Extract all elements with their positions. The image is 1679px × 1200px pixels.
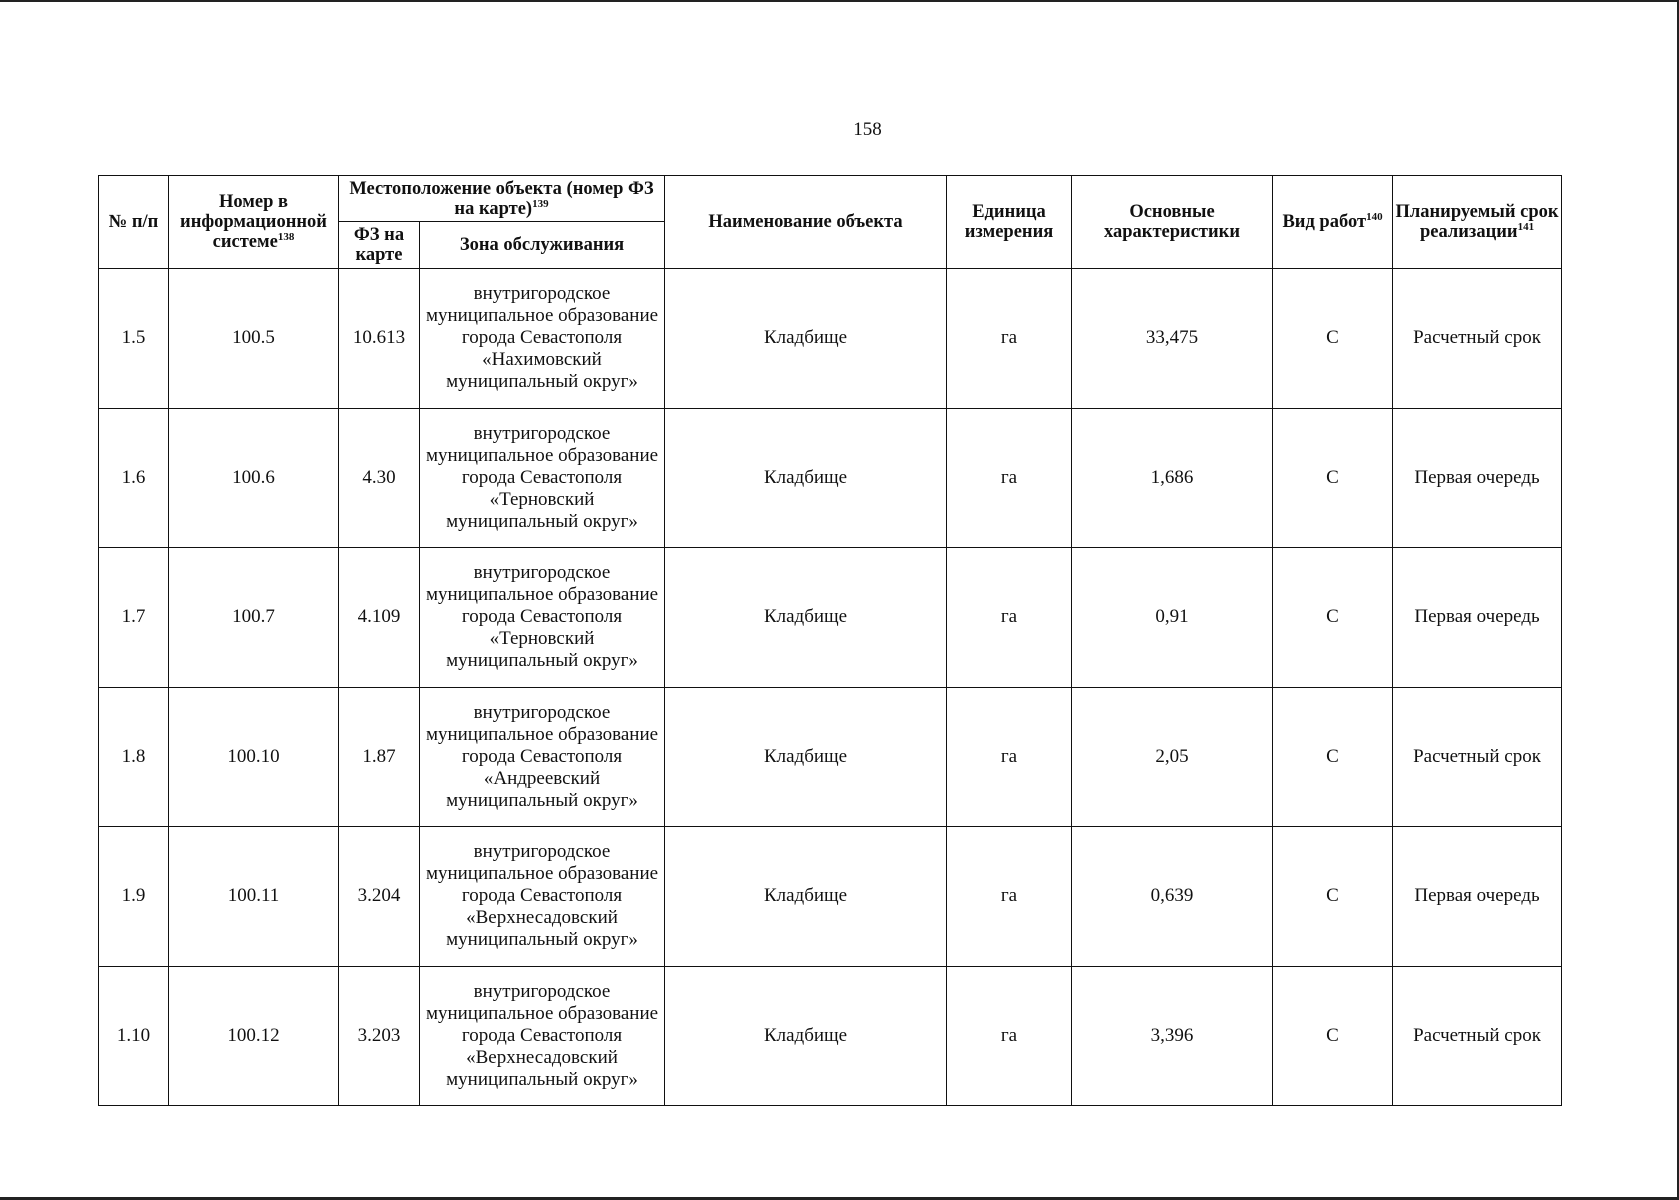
cell-characteristics: 0,91: [1072, 548, 1273, 688]
cell-num: 1.7: [99, 548, 169, 688]
cell-num: 1.5: [99, 269, 169, 409]
cell-work-type: С: [1273, 269, 1393, 409]
cell-unit: га: [947, 548, 1072, 688]
cell-num: 1.9: [99, 827, 169, 967]
cell-fz: 4.30: [339, 408, 420, 548]
cell-name: Кладбище: [665, 827, 947, 967]
cell-num: 1.10: [99, 966, 169, 1106]
cell-zone: внутригородское муниципальное образование города Севастополя «Андреевский муниципальный округ»: [420, 687, 665, 827]
header-service-zone-label: Зона обслуживания: [459, 235, 625, 255]
header-object-name: [665, 176, 947, 269]
page-number: 158: [853, 119, 882, 140]
cell-info-number: 100.7: [169, 548, 339, 688]
footnote-140: 140: [1366, 211, 1383, 223]
header-planned-term: [1393, 176, 1562, 269]
cell-term: Расчетный срок: [1393, 687, 1562, 827]
cell-term: Первая очередь: [1393, 827, 1562, 967]
cell-unit: га: [947, 408, 1072, 548]
cell-unit: га: [947, 827, 1072, 967]
header-work-type-label: Вид работ: [1282, 212, 1367, 232]
table-row: [99, 408, 1562, 548]
header-planned-term-label: Планируемый срок реализации: [1395, 202, 1559, 242]
cell-zone: внутригородское муниципальное образование города Севастополя «Терновский муниципальный округ»: [420, 408, 665, 548]
header-fz-on-map: [339, 222, 420, 269]
scan-edge-top: [0, 0, 1679, 2]
table-row: [99, 827, 1562, 967]
cell-fz: 1.87: [339, 687, 420, 827]
table-body: [99, 269, 1562, 1106]
cell-info-number: 100.12: [169, 966, 339, 1106]
header-location-group-label: Местоположение объекта (номер ФЗ на карте): [349, 178, 654, 219]
cell-info-number: 100.5: [169, 269, 339, 409]
cell-fz: 4.109: [339, 548, 420, 688]
cell-name: Кладбище: [665, 548, 947, 688]
header-info-system-number: [169, 176, 339, 269]
cell-info-number: 100.10: [169, 687, 339, 827]
footnote-138: 138: [277, 231, 295, 243]
cell-unit: га: [947, 269, 1072, 409]
cell-zone: внутригородское муниципальное образование города Севастополя «Верхнесадовский муниципальный округ»: [420, 827, 665, 967]
cell-unit: га: [947, 687, 1072, 827]
objects-table: [98, 175, 1562, 1106]
cell-unit: га: [947, 966, 1072, 1106]
header-unit-label: Единица измерения: [964, 202, 1054, 242]
cell-name: Кладбище: [665, 269, 947, 409]
cell-characteristics: 1,686: [1072, 408, 1273, 548]
cell-num: 1.6: [99, 408, 169, 548]
header-object-name-label: Наименование объекта: [708, 212, 903, 232]
cell-info-number: 100.11: [169, 827, 339, 967]
table-row: [99, 548, 1562, 688]
cell-fz: 10.613: [339, 269, 420, 409]
cell-characteristics: 33,475: [1072, 269, 1273, 409]
cell-work-type: С: [1273, 548, 1393, 688]
cell-zone: внутригородское муниципальное образование города Севастополя «Терновский муниципальный округ»: [420, 548, 665, 688]
cell-work-type: С: [1273, 827, 1393, 967]
header-num-label: № п/п: [108, 212, 159, 232]
table-row: [99, 687, 1562, 827]
cell-name: Кладбище: [665, 408, 947, 548]
cell-name: Кладбище: [665, 687, 947, 827]
header-work-type: [1273, 176, 1393, 269]
cell-num: 1.8: [99, 687, 169, 827]
table-header: [99, 176, 1562, 269]
footnote-141: 141: [1517, 221, 1535, 233]
header-service-zone: [420, 222, 665, 269]
cell-fz: 3.204: [339, 827, 420, 967]
cell-work-type: С: [1273, 687, 1393, 827]
cell-work-type: С: [1273, 966, 1393, 1106]
cell-term: Расчетный срок: [1393, 269, 1562, 409]
table-row: [99, 269, 1562, 409]
header-location-group: [339, 176, 665, 222]
cell-zone: внутригородское муниципальное образование города Севастополя «Нахимовский муниципальный округ»: [420, 269, 665, 409]
cell-characteristics: 3,396: [1072, 966, 1273, 1106]
cell-fz: 3.203: [339, 966, 420, 1106]
footnote-139: 139: [532, 197, 549, 210]
table-row: [99, 966, 1562, 1106]
cell-work-type: С: [1273, 408, 1393, 548]
header-unit: [947, 176, 1072, 269]
header-row-top: [99, 176, 1562, 222]
header-main-characteristics: [1072, 176, 1273, 269]
cell-info-number: 100.6: [169, 408, 339, 548]
cell-characteristics: 2,05: [1072, 687, 1273, 827]
header-num: [99, 176, 169, 269]
cell-term: Первая очередь: [1393, 548, 1562, 688]
cell-characteristics: 0,639: [1072, 827, 1273, 967]
header-info-system-number-label: Номер в информационной системе: [180, 192, 327, 252]
cell-zone: внутригородское муниципальное образование города Севастополя «Верхнесадовский муниципальный округ»: [420, 966, 665, 1106]
cell-term: Расчетный срок: [1393, 966, 1562, 1106]
cell-term: Первая очередь: [1393, 408, 1562, 548]
cell-name: Кладбище: [665, 966, 947, 1106]
header-main-characteristics-label: Основные характеристики: [1104, 202, 1240, 242]
header-fz-on-map-label: ФЗ на карте: [353, 225, 405, 265]
